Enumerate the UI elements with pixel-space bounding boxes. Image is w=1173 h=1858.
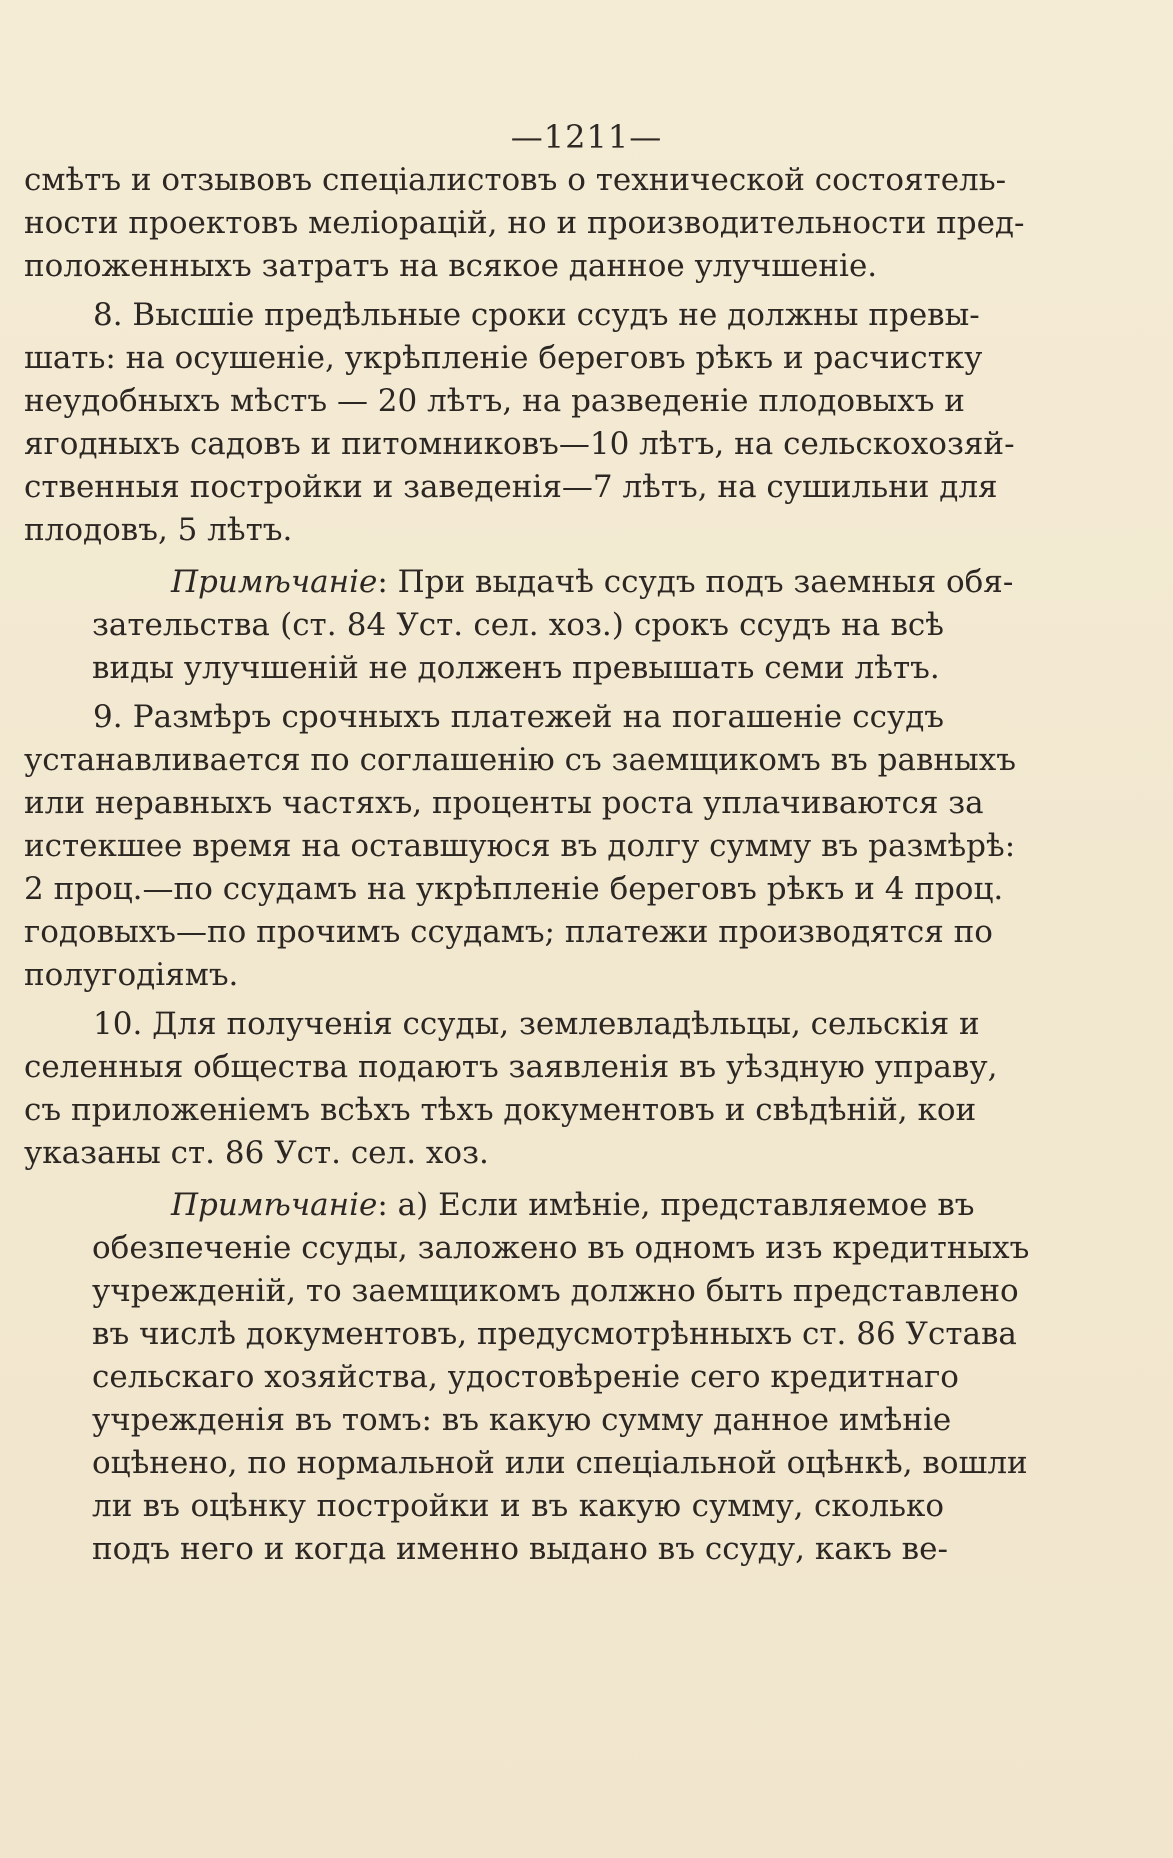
text-line: сельскаго хозяйства, удостовѣреніе сего кредитнаго: [92, 1359, 959, 1395]
text-line: учрежденія въ томъ: въ какую сумму данное имѣніе: [92, 1402, 952, 1438]
text-line: истекшее время на оставшуюся въ долгу сумму въ размѣрѣ:: [24, 828, 1016, 864]
text-line: неудобныхъ мѣстъ — 20 лѣтъ, на разведеніе плодовыхъ и: [24, 383, 965, 419]
text-line: ственныя постройки и заведенія—7 лѣтъ, на сушильни для: [24, 469, 998, 505]
text-line: учрежденій, то заемщикомъ должно быть представлено: [92, 1273, 1019, 1309]
text-line: [171, 1185, 975, 1225]
text-line: или неравныхъ частяхъ, проценты роста уплачиваются за: [24, 785, 984, 821]
text-line: полугодіямъ.: [24, 957, 239, 993]
text-line: ягодныхъ садовъ и питомниковъ—10 лѣтъ, на сельскохозяй-: [24, 426, 1015, 462]
text-line: 10. Для полученія ссуды, землевладѣльцы, сельскія и: [93, 1006, 980, 1042]
text-line: указаны ст. 86 Уст. сел. хоз.: [24, 1135, 489, 1171]
text-line: обезпеченіе ссуды, заложено въ одномъ изъ кредитныхъ: [92, 1230, 1030, 1266]
text-line: [171, 562, 1014, 602]
text-line: съ приложеніемъ всѣхъ тѣхъ документовъ и свѣдѣній, кои: [24, 1092, 977, 1128]
text-line: оцѣнено, по нормальной или спеціальной оцѣнкѣ, вошли: [92, 1445, 1028, 1481]
text-line: 2 проц.—по ссудамъ на укрѣпленіе береговъ рѣкъ и 4 проц.: [24, 871, 1004, 907]
note-text: : При выдачѣ ссудъ подъ заемныя обя-: [377, 564, 1014, 600]
text-line: 8. Высшіе предѣльные сроки ссудъ не должны превы-: [93, 297, 980, 333]
text-line: подъ него и когда именно выдано въ ссуду, какъ ве-: [92, 1531, 948, 1567]
text-line: въ числѣ документовъ, предусмотрѣнныхъ ст. 86 Устава: [92, 1316, 1017, 1352]
text-line: шать: на осушеніе, укрѣпленіе береговъ рѣкъ и расчистку: [24, 340, 983, 376]
text-line: плодовъ, 5 лѣтъ.: [24, 512, 293, 548]
text-line: годовыхъ—по прочимъ ссудамъ; платежи производятся по: [24, 914, 993, 950]
text-line: виды улучшеній не долженъ превышать семи лѣтъ.: [92, 650, 940, 686]
page-number: —1211—: [510, 118, 663, 156]
text-line: ли въ оцѣнку постройки и въ какую сумму, сколько: [92, 1488, 944, 1524]
text-line: устанавливается по соглашенію съ заемщикомъ въ равныхъ: [24, 742, 1016, 778]
note-label: Примѣчаніе: [171, 1187, 378, 1223]
note-text: : а) Если имѣніе, представляемое въ: [377, 1187, 975, 1223]
text-line: 9. Размѣръ срочныхъ платежей на погашеніе ссудъ: [93, 699, 944, 735]
text-line: селенныя общества подаютъ заявленія въ уѣздную управу,: [24, 1049, 998, 1085]
text-line: ности проектовъ меліорацій, но и производительности пред-: [24, 205, 1025, 241]
text-line: смѣтъ и отзывовъ спеціалистовъ о технической состоятель-: [24, 162, 1007, 198]
text-line: зательства (ст. 84 Уст. сел. хоз.) срокъ ссудъ на всѣ: [92, 607, 944, 643]
note-label: Примѣчаніе: [171, 564, 378, 600]
text-line: положенныхъ затратъ на всякое данное улучшеніе.: [24, 248, 878, 284]
